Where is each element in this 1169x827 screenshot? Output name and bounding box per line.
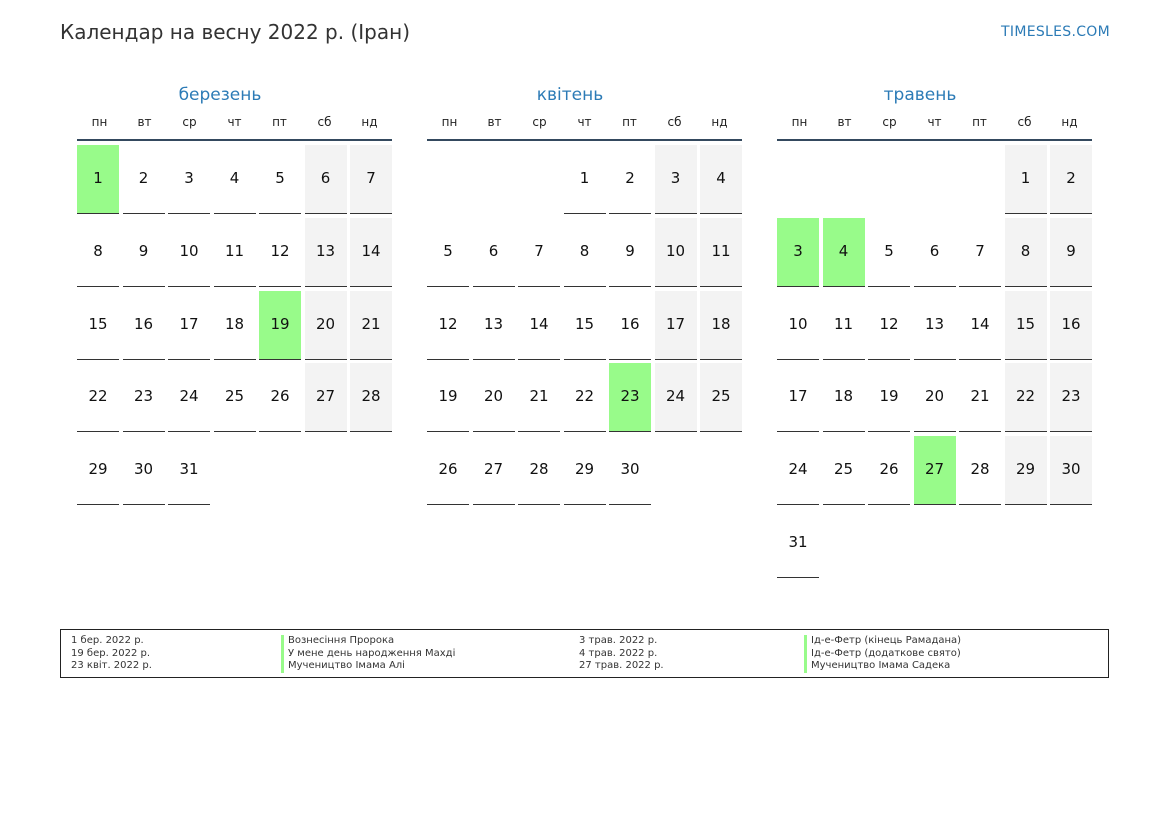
day-cell: 2 (609, 145, 651, 214)
day-cell: 21 (518, 363, 560, 432)
day-cell: 13 (473, 291, 515, 360)
weekday-header (427, 114, 742, 141)
legend-dates-left (71, 635, 152, 673)
day-cell: 7 (350, 145, 392, 214)
legend-names-right (804, 635, 961, 673)
day-cell: 26 (868, 436, 910, 505)
weekday-label: вт (137, 115, 152, 129)
holiday-day-cell: 23 (609, 363, 651, 432)
day-cell: 12 (259, 218, 301, 287)
day-cell: 4 (214, 145, 256, 214)
day-cell: 21 (959, 363, 1001, 432)
legend-names-left (281, 635, 455, 673)
day-cell: 14 (959, 291, 1001, 360)
day-cell: 9 (1050, 218, 1092, 287)
weekday-label: вт (837, 115, 852, 129)
holiday-legend (60, 629, 1109, 678)
day-cell: 28 (959, 436, 1001, 505)
day-cell: 20 (305, 291, 347, 360)
day-cell: 29 (564, 436, 606, 505)
day-cell: 23 (123, 363, 165, 432)
day-cell: 8 (77, 218, 119, 287)
weekday-label: пт (272, 115, 287, 129)
day-cell: 15 (1005, 291, 1047, 360)
weekday-label: нд (711, 115, 728, 129)
weekday-label: ср (882, 115, 897, 129)
day-cell: 6 (305, 145, 347, 214)
day-cell: 30 (123, 436, 165, 505)
day-cell: 16 (1050, 291, 1092, 360)
weekday-label: чт (577, 115, 592, 129)
day-cell: 4 (700, 145, 742, 214)
day-cell: 9 (609, 218, 651, 287)
day-cell: 12 (427, 291, 469, 360)
legend-dates-right (579, 635, 664, 673)
day-cell: 10 (777, 291, 819, 360)
day-cell: 2 (1050, 145, 1092, 214)
legend-date: 1 бер. 2022 р. (71, 635, 144, 646)
day-cell: 17 (168, 291, 210, 360)
day-cell: 30 (609, 436, 651, 505)
day-cell: 15 (564, 291, 606, 360)
legend-name: Ід-е-Фетр (додаткове свято) (804, 648, 961, 661)
day-cell: 3 (168, 145, 210, 214)
day-cell: 13 (305, 218, 347, 287)
weekday-label: сб (1017, 115, 1032, 129)
holiday-day-cell: 27 (914, 436, 956, 505)
day-cell: 24 (168, 363, 210, 432)
day-cell: 2 (123, 145, 165, 214)
day-cell: 31 (168, 436, 210, 505)
weekday-label: пт (622, 115, 637, 129)
day-cell: 5 (259, 145, 301, 214)
month-name: березень (178, 85, 262, 105)
legend-name: Мучеництво Імама Алі (281, 660, 455, 673)
day-cell: 19 (427, 363, 469, 432)
legend-name: У мене день народження Махді (281, 648, 455, 661)
month-name: травень (883, 85, 957, 105)
day-cell: 16 (609, 291, 651, 360)
day-cell: 26 (427, 436, 469, 505)
day-cell: 23 (1050, 363, 1092, 432)
weekday-label: нд (361, 115, 378, 129)
day-cell: 22 (1005, 363, 1047, 432)
weekday-label: пн (91, 115, 108, 129)
legend-date: 23 квіт. 2022 р. (71, 660, 152, 671)
legend-date: 3 трав. 2022 р. (579, 635, 658, 646)
weekday-label: нд (1061, 115, 1078, 129)
weekday-label: сб (317, 115, 332, 129)
day-cell: 5 (427, 218, 469, 287)
day-cell: 26 (259, 363, 301, 432)
day-cell: 15 (77, 291, 119, 360)
day-cell: 30 (1050, 436, 1092, 505)
holiday-day-cell: 1 (77, 145, 119, 214)
month-march (60, 84, 381, 479)
day-cell: 11 (700, 218, 742, 287)
weekday-label: чт (227, 115, 242, 129)
day-cell: 12 (868, 291, 910, 360)
day-cell: 1 (1005, 145, 1047, 214)
holiday-day-cell: 3 (777, 218, 819, 287)
day-cell: 22 (77, 363, 119, 432)
legend-name: Вознесіння Пророка (281, 635, 455, 648)
day-cell: 27 (305, 363, 347, 432)
day-cell: 11 (214, 218, 256, 287)
day-cell: 25 (700, 363, 742, 432)
legend-date: 27 трав. 2022 р. (579, 660, 664, 671)
day-cell: 20 (914, 363, 956, 432)
day-cell: 20 (473, 363, 515, 432)
day-cell: 29 (1005, 436, 1047, 505)
day-cell: 17 (777, 363, 819, 432)
day-cell: 28 (350, 363, 392, 432)
day-cell: 7 (518, 218, 560, 287)
day-cell: 31 (777, 509, 819, 578)
legend-date: 4 трав. 2022 р. (579, 647, 658, 659)
day-cell: 18 (700, 291, 742, 360)
day-cell: 7 (959, 218, 1001, 287)
day-cell: 3 (655, 145, 697, 214)
weekday-header (777, 114, 1092, 141)
legend-date: 19 бер. 2022 р. (71, 647, 151, 659)
weekday-header (77, 114, 392, 141)
legend-name: Ід-е-Фетр (кінець Рамадана) (804, 635, 961, 648)
day-cell: 11 (823, 291, 865, 360)
day-cell: 10 (168, 218, 210, 287)
holiday-day-cell: 19 (259, 291, 301, 360)
weekday-label: ср (532, 115, 547, 129)
month-april (410, 84, 731, 479)
day-cell: 27 (473, 436, 515, 505)
month-name: квітень (536, 85, 604, 105)
day-cell: 8 (564, 218, 606, 287)
weekday-label: пн (441, 115, 458, 129)
weekday-label: пн (791, 115, 808, 129)
month-may (760, 84, 1081, 551)
holiday-day-cell: 4 (823, 218, 865, 287)
day-cell: 24 (655, 363, 697, 432)
day-cell: 6 (914, 218, 956, 287)
day-cell: 25 (823, 436, 865, 505)
weekday-label: вт (487, 115, 502, 129)
day-cell: 25 (214, 363, 256, 432)
weekday-label: пт (972, 115, 987, 129)
day-cell: 14 (518, 291, 560, 360)
day-cell: 24 (777, 436, 819, 505)
day-cell: 21 (350, 291, 392, 360)
day-cell: 16 (123, 291, 165, 360)
day-cell: 13 (914, 291, 956, 360)
day-cell: 6 (473, 218, 515, 287)
day-cell: 8 (1005, 218, 1047, 287)
page-title: Календар на весну 2022 р. (Іран) (60, 20, 410, 44)
day-cell: 28 (518, 436, 560, 505)
day-cell: 14 (350, 218, 392, 287)
legend-name: Мучеництво Імама Садека (804, 660, 961, 673)
day-cell: 18 (214, 291, 256, 360)
day-cell: 29 (77, 436, 119, 505)
day-cell: 1 (564, 145, 606, 214)
day-cell: 22 (564, 363, 606, 432)
weekday-label: чт (927, 115, 942, 129)
day-cell: 9 (123, 218, 165, 287)
weekday-label: ср (182, 115, 197, 129)
day-cell: 10 (655, 218, 697, 287)
day-cell: 17 (655, 291, 697, 360)
site-link[interactable]: TIMESLES.COM (1001, 24, 1110, 40)
weekday-label: сб (667, 115, 682, 129)
day-cell: 5 (868, 218, 910, 287)
day-cell: 18 (823, 363, 865, 432)
day-cell: 19 (868, 363, 910, 432)
